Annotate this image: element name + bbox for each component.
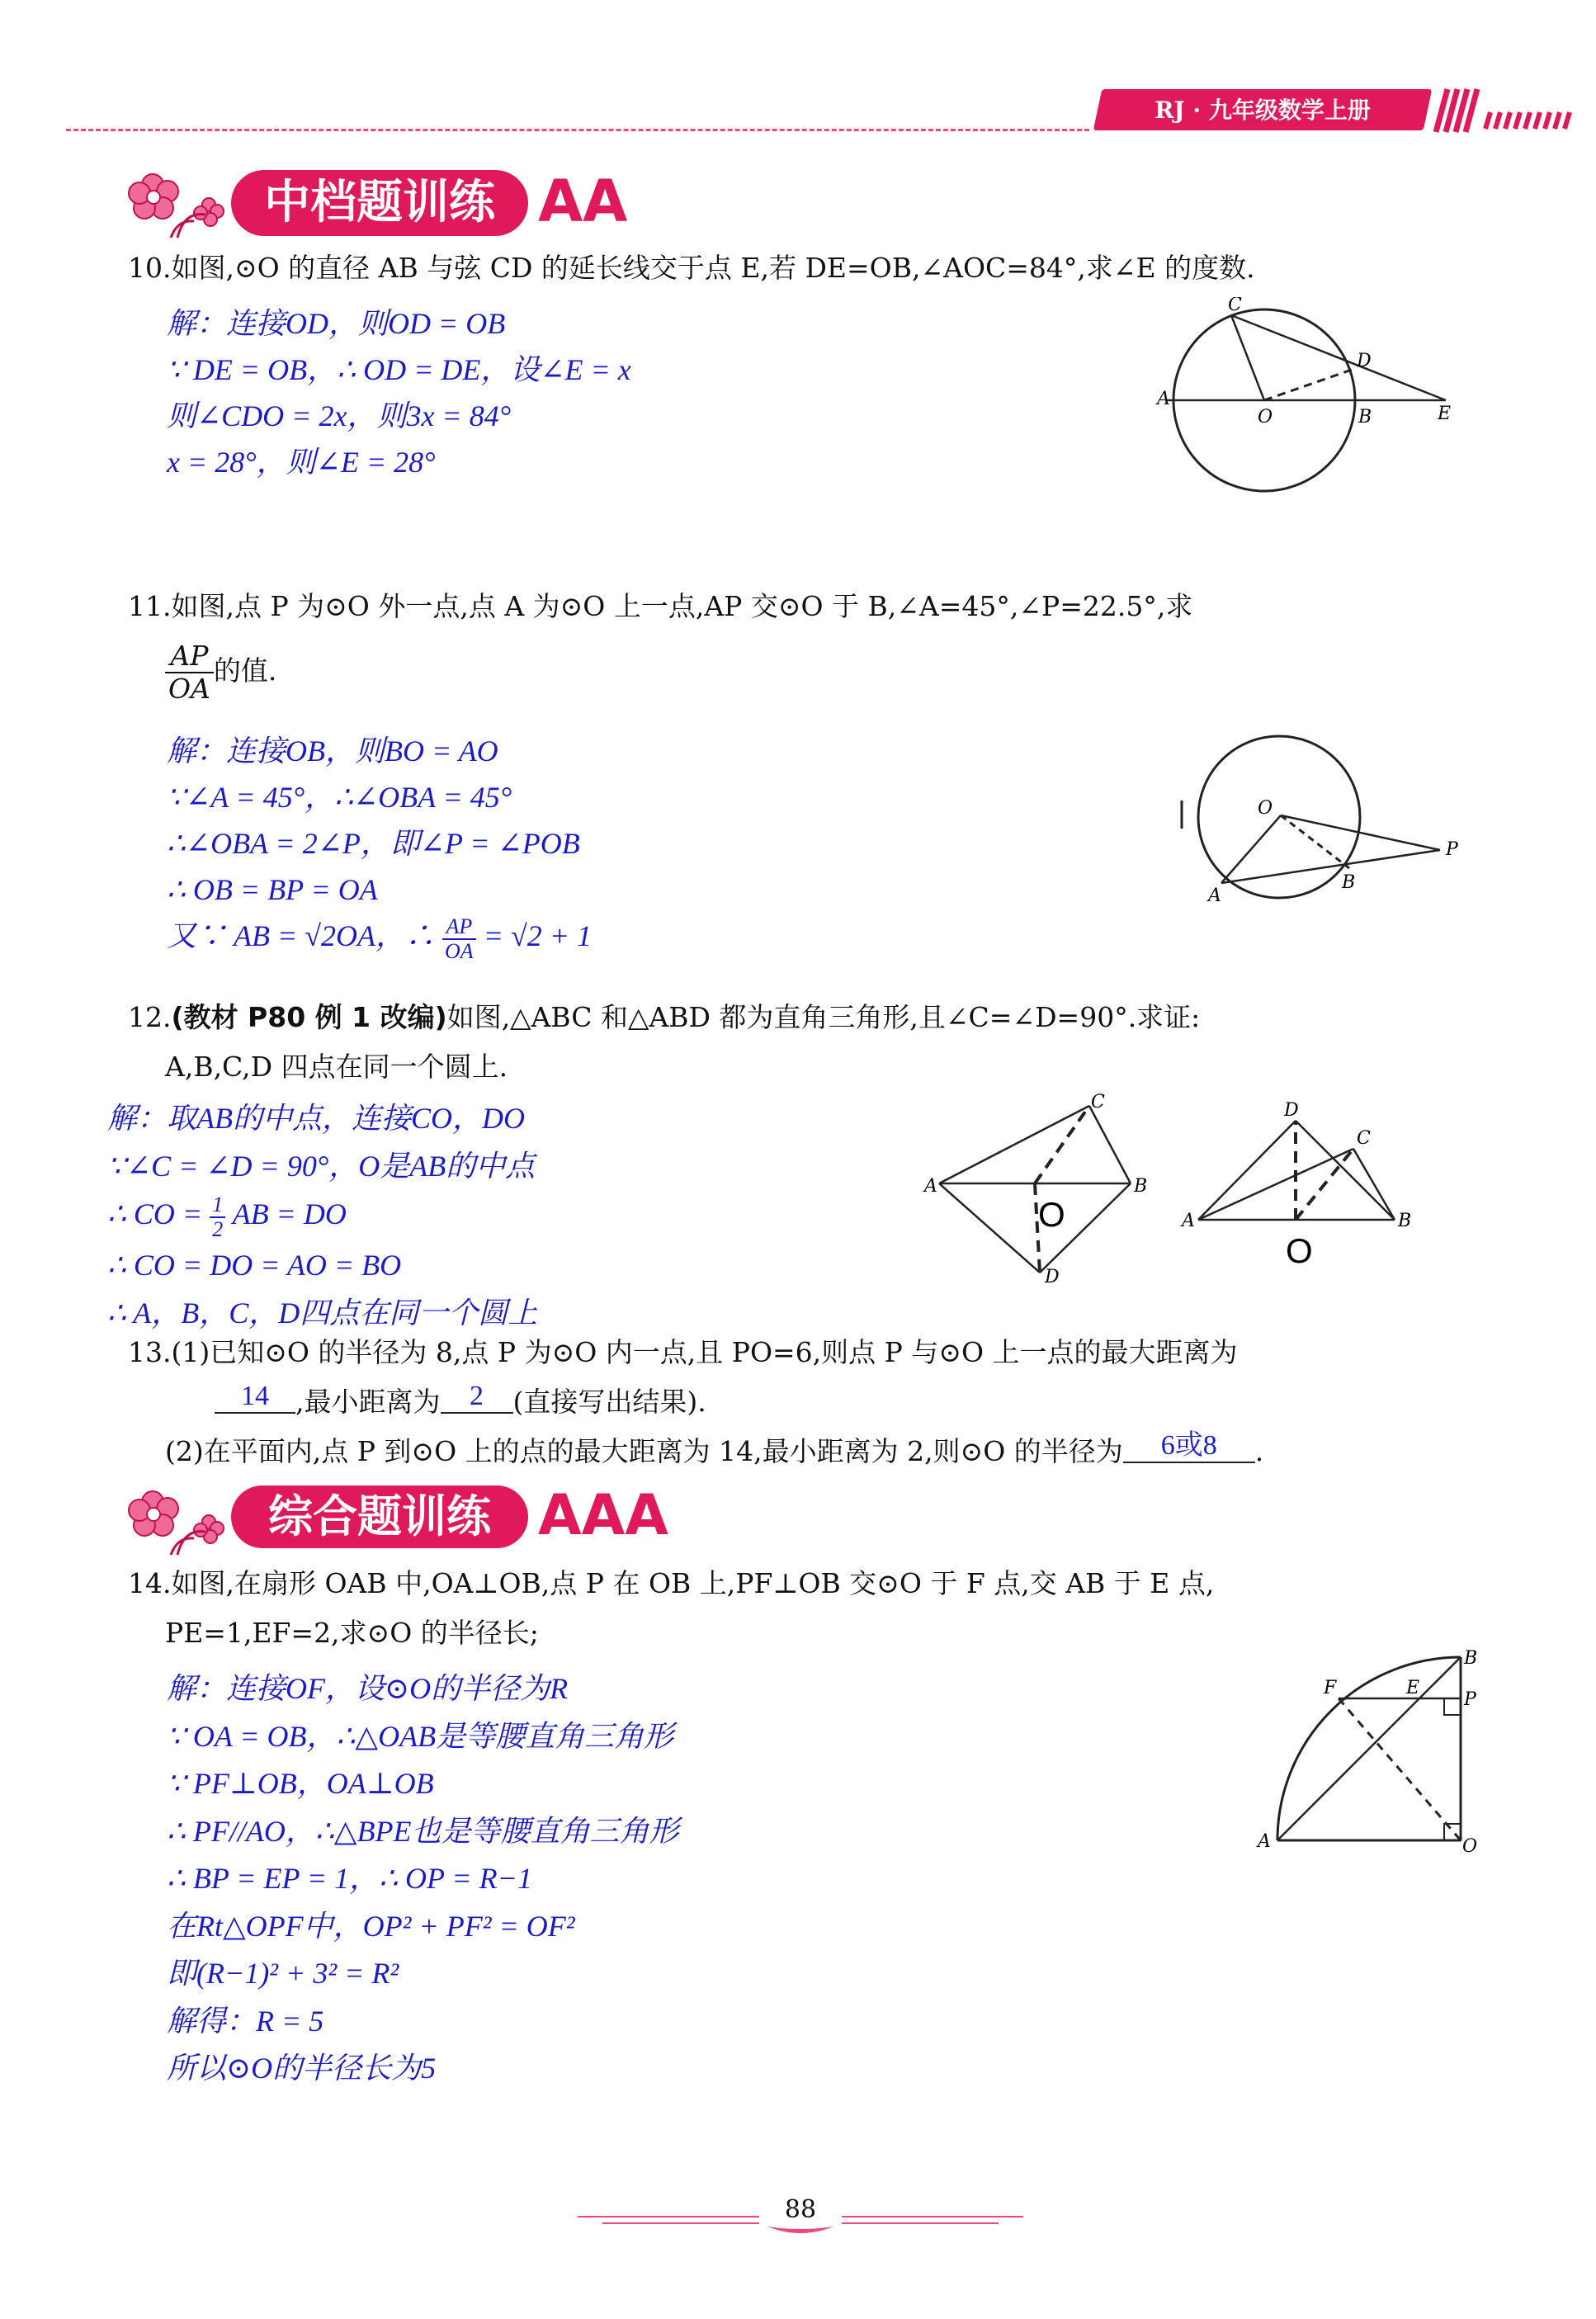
q13-line2	[215, 1383, 706, 1421]
q12-figure-right	[1180, 1098, 1444, 1287]
q12-figure-left	[908, 1089, 1172, 1296]
q13-line1: 13.(1)已知⊙O 的半径为 8,点 P 为⊙O 内一点,且 PO=6,则点 P 与⊙O 上一点的最大距离为	[128, 1336, 1238, 1368]
q13-answer-3: 6或8	[1123, 1430, 1255, 1463]
q12-half-den: 2	[212, 1216, 224, 1241]
q10-solution	[167, 300, 631, 485]
section-banner-comp	[231, 1485, 528, 1548]
q12-half-num: 1	[210, 1193, 225, 1218]
q12-sol-line: 解：取AB的中点，连接CO，DO	[107, 1102, 525, 1135]
q13-line3	[165, 1430, 1264, 1471]
q11-sol-line: 解：连接OB，则BO = AO	[167, 734, 498, 767]
q11-frac-num: AP	[165, 640, 214, 673]
q10-label-e: E	[1438, 404, 1452, 424]
header-divider	[66, 129, 1089, 131]
q11-sol-line: ∴ OB = BP = OA	[167, 873, 378, 906]
section-grade-mid: AA	[538, 168, 628, 235]
q13-answer-1: 14	[215, 1381, 295, 1414]
q11-label-b: B	[1342, 872, 1356, 893]
q10-label-b: B	[1358, 407, 1372, 427]
q12-solution	[107, 1094, 537, 1337]
q10-sol-line: x = 28°，则∠E = 28°	[167, 446, 436, 479]
q14-label-o: O	[1462, 1836, 1478, 1857]
q10-sol-line: ∵ DE = OB，∴ OD = DE，设∠E = x	[167, 353, 631, 386]
q14-label-p: P	[1464, 1689, 1476, 1710]
q11-solution	[167, 728, 592, 963]
flower-icon	[120, 162, 227, 244]
q14-sol-line: ∵ OA = OB，∴△OAB是等腰直角三角形	[167, 1719, 674, 1753]
q12-source: (教材 P80 例 1 改编)	[171, 1001, 447, 1033]
q13-end: .	[1254, 1435, 1264, 1467]
q10-sol-line: 则∠CDO = 2x，则3x = 84°	[167, 399, 512, 432]
q14-sol-line: 所以⊙O的半径长为5	[167, 2052, 437, 2085]
q11-fraction	[165, 640, 214, 705]
q14-question: 14.如图,在扇形 OAB 中,OA⊥OB,点 P 在 OB 上,PF⊥OB 交⊙O 于 F 点,交 AB 于 E 点,	[128, 1567, 1215, 1599]
q12-question-line2: A,B,C,D 四点在同一个圆上.	[165, 1051, 508, 1083]
q11-figure	[1172, 718, 1477, 916]
q14-label-f: F	[1324, 1678, 1337, 1698]
q11-sol-line: ∴∠OBA = 2∠P，即∠P = ∠POB	[167, 827, 580, 860]
q12-number: 12.	[128, 1001, 172, 1033]
q14-label-e: E	[1406, 1678, 1420, 1698]
q11-sol-line: ∵∠A = 45°，∴∠OBA = 45°	[167, 781, 512, 814]
section-title-mid: 中档题训练	[264, 176, 495, 229]
q11-sol-frac-den: OA	[445, 938, 474, 963]
q11-sol-frac-num: AP	[442, 915, 476, 940]
q11-label-p: P	[1446, 839, 1458, 860]
q12-right-label-c: C	[1357, 1128, 1371, 1149]
q14-sol-line: ∴ BP = EP = 1，∴ OP = R−1	[167, 1862, 532, 1895]
q12-sol3-post: AB = DO	[232, 1197, 347, 1230]
section-grade-comp: AAA	[538, 1483, 668, 1548]
q11-last-post: = √2 + 1	[483, 919, 593, 952]
header-stripes	[1428, 87, 1576, 134]
q11-sol-line	[167, 913, 592, 963]
q10-label-o: O	[1258, 407, 1273, 427]
q14-sol-line: ∴ PF//AO，∴△BPE也是等腰直角三角形	[167, 1814, 679, 1848]
q14-sol-line: 在Rt△OPF中，OP² + PF² = OF²	[167, 1909, 575, 1943]
q11-fraction-line	[165, 640, 276, 705]
q10-label-a: A	[1157, 389, 1170, 409]
q14-label-a: A	[1258, 1831, 1271, 1852]
q13-tail: (直接写出结果).	[512, 1386, 706, 1418]
q12-sol-line: ∴ CO = DO = AO = BO	[107, 1248, 402, 1282]
q10-label-d: D	[1357, 351, 1372, 371]
q12-sol-line: ∴ A，B，C，D四点在同一个圆上	[107, 1296, 538, 1330]
q12-half	[210, 1193, 225, 1241]
q12-left-label-b: B	[1134, 1176, 1148, 1197]
q11-last-pre: 又∵ AB = √2OA，∴	[167, 919, 436, 952]
q12-left-label-c: C	[1091, 1092, 1105, 1112]
q13-answer-2: 2	[441, 1381, 513, 1414]
q12-right-label-d: D	[1284, 1100, 1299, 1121]
section-banner-mid	[231, 170, 528, 236]
q12-right-label-b: B	[1398, 1211, 1412, 1231]
q11-question: 11.如图,点 P 为⊙O 外一点,点 A 为⊙O 上一点,AP 交⊙O 于 B,∠A=45°,∠P=22.5°,求	[128, 590, 1193, 622]
q12-text: 如图,△ABC 和△ABD 都为直角三角形,且∠C=∠D=90°.求证:	[446, 1001, 1201, 1033]
q12-left-label-o: O	[1038, 1195, 1065, 1234]
q10-label-c: C	[1228, 297, 1242, 315]
q10-figure	[1155, 297, 1485, 495]
q11-sol-fraction	[442, 915, 476, 963]
q14-sol-line: 解得：R = 5	[167, 2004, 324, 2038]
q12-right-label-a: A	[1182, 1211, 1195, 1231]
q12-right-label-o: O	[1286, 1231, 1313, 1270]
q11-frac-den: OA	[168, 673, 210, 705]
q14-question-line2: PE=1,EF=2,求⊙O 的半径长;	[165, 1617, 539, 1649]
q11-label-o: O	[1258, 798, 1273, 819]
q12-question	[128, 999, 1200, 1037]
q10-sol-line: 解：连接OD，则OD = OB	[167, 307, 506, 340]
q14-label-b: B	[1464, 1648, 1478, 1669]
q12-sol-line	[107, 1190, 537, 1241]
q11-suffix: 的值.	[213, 654, 277, 687]
q13-line3-text: (2)在平面内,点 P 到⊙O 上的点的最大距离为 14,最小距离为 2,则⊙O 的半径为	[165, 1435, 1123, 1467]
q12-left-label-a: A	[924, 1176, 937, 1197]
q14-solution	[167, 1665, 678, 2093]
q10-question: 10.如图,⊙O 的直径 AB 与弦 CD 的延长线交于点 E,若 DE=OB,∠AOC=84°,求∠E 的度数.	[128, 252, 1255, 284]
q14-sol-line: 即(R−1)² + 3² = R²	[167, 1957, 399, 1990]
q12-left-label-d: D	[1045, 1267, 1060, 1287]
flower-icon	[120, 1479, 227, 1561]
q14-sol-line: ∵ PF⊥OB，OA⊥OB	[167, 1767, 434, 1800]
q14-sol-line: 解：连接OF，设⊙O的半径为R	[167, 1672, 569, 1705]
page-number: 88	[784, 2195, 817, 2224]
header-series: RJ · 九年级数学上册	[1155, 97, 1371, 124]
q11-label-a: A	[1208, 886, 1221, 906]
q13-mid: ,最小距离为	[295, 1386, 441, 1418]
section-title-comp: 综合题训练	[268, 1490, 491, 1542]
q12-sol-line: ∵∠C = ∠D = 90°，O是AB的中点	[107, 1150, 536, 1183]
q14-figure	[1246, 1647, 1485, 1870]
q12-sol3-pre: ∴ CO =	[107, 1197, 203, 1230]
